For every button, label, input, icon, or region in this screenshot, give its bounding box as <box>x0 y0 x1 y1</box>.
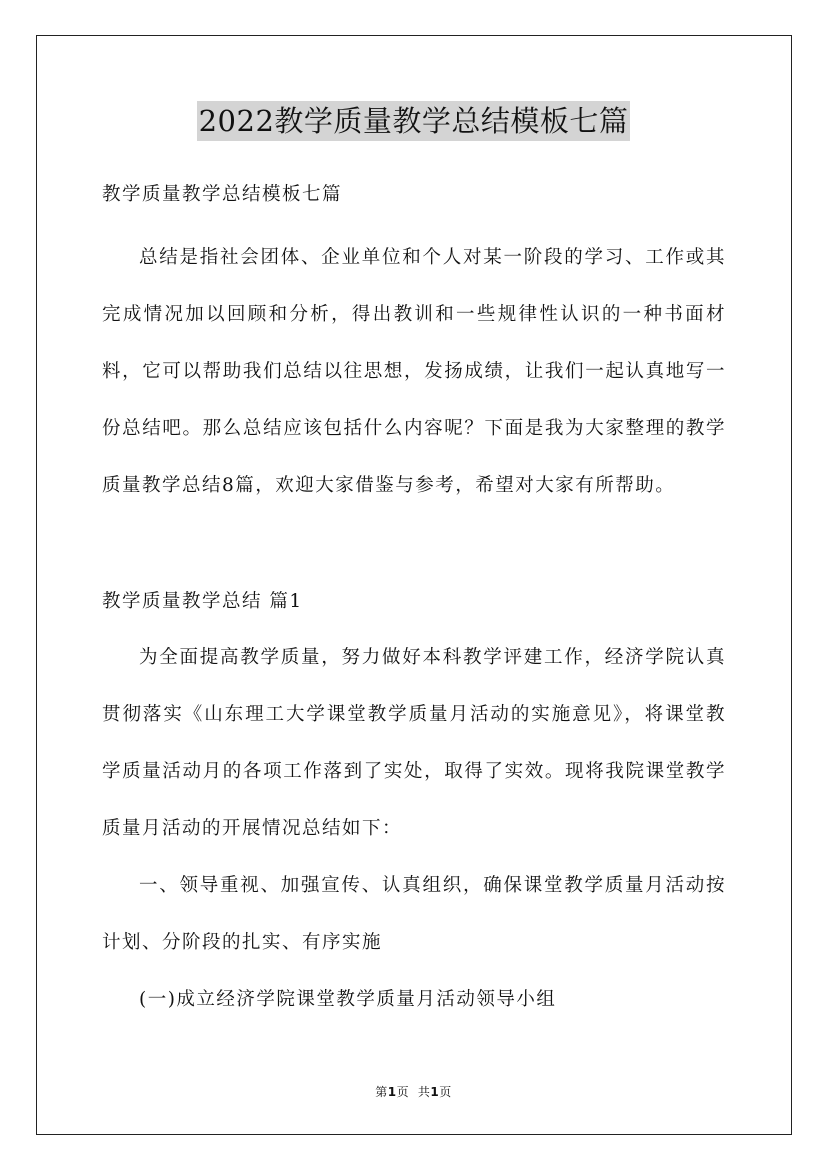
document-body <box>102 176 726 1028</box>
document-title: 2022教学质量教学总结模板七篇 <box>197 101 631 141</box>
footer-total-number: 1 <box>430 1085 440 1099</box>
footer-page-suffix: 页 <box>396 1085 410 1099</box>
footer-total-prefix: 共 <box>417 1085 431 1099</box>
section-paragraph-2: 一、领导重视、加强宣传、认真组织，确保课堂教学质量月活动按计划、分阶段的扎实、有序实施 <box>102 875 726 953</box>
footer-page-number: 1 <box>387 1085 397 1099</box>
footer-page-prefix: 第 <box>375 1085 388 1099</box>
section-paragraph-3: (一)成立经济学院课堂教学质量月活动领导小组 <box>139 989 557 1010</box>
intro-heading: 教学质量教学总结模板七篇 <box>102 184 343 205</box>
intro-paragraph: 总结是指社会团体、企业单位和个人对某一阶段的学习、工作或其完成情况加以回顾和分析，得出教训和一些规律性认识的一种书面材料，它可以帮助我们总结以往思想，发扬成绩，让我们一起认真地写一份总结吧。那么总结应该包括什么内容呢？下面是我为大家整理的教学质量教学总结8篇，欢迎大家借鉴与参考，希望对大家有所帮助。 <box>102 247 726 496</box>
blank-space <box>102 514 726 583</box>
page-footer <box>0 1083 827 1100</box>
footer-total-suffix: 页 <box>439 1085 452 1099</box>
title-container <box>0 101 827 141</box>
section-heading: 教学质量教学总结 篇1 <box>102 591 303 612</box>
section-paragraph-1: 为全面提高教学质量，努力做好本科教学评建工作，经济学院认真贯彻落实《山东理工大学课堂教学质量月活动的实施意见》，将课堂教学质量活动月的各项工作落到了实处，取得了实效。现将我院课堂教学质量月活动的开展情况总结如下： <box>102 647 726 839</box>
